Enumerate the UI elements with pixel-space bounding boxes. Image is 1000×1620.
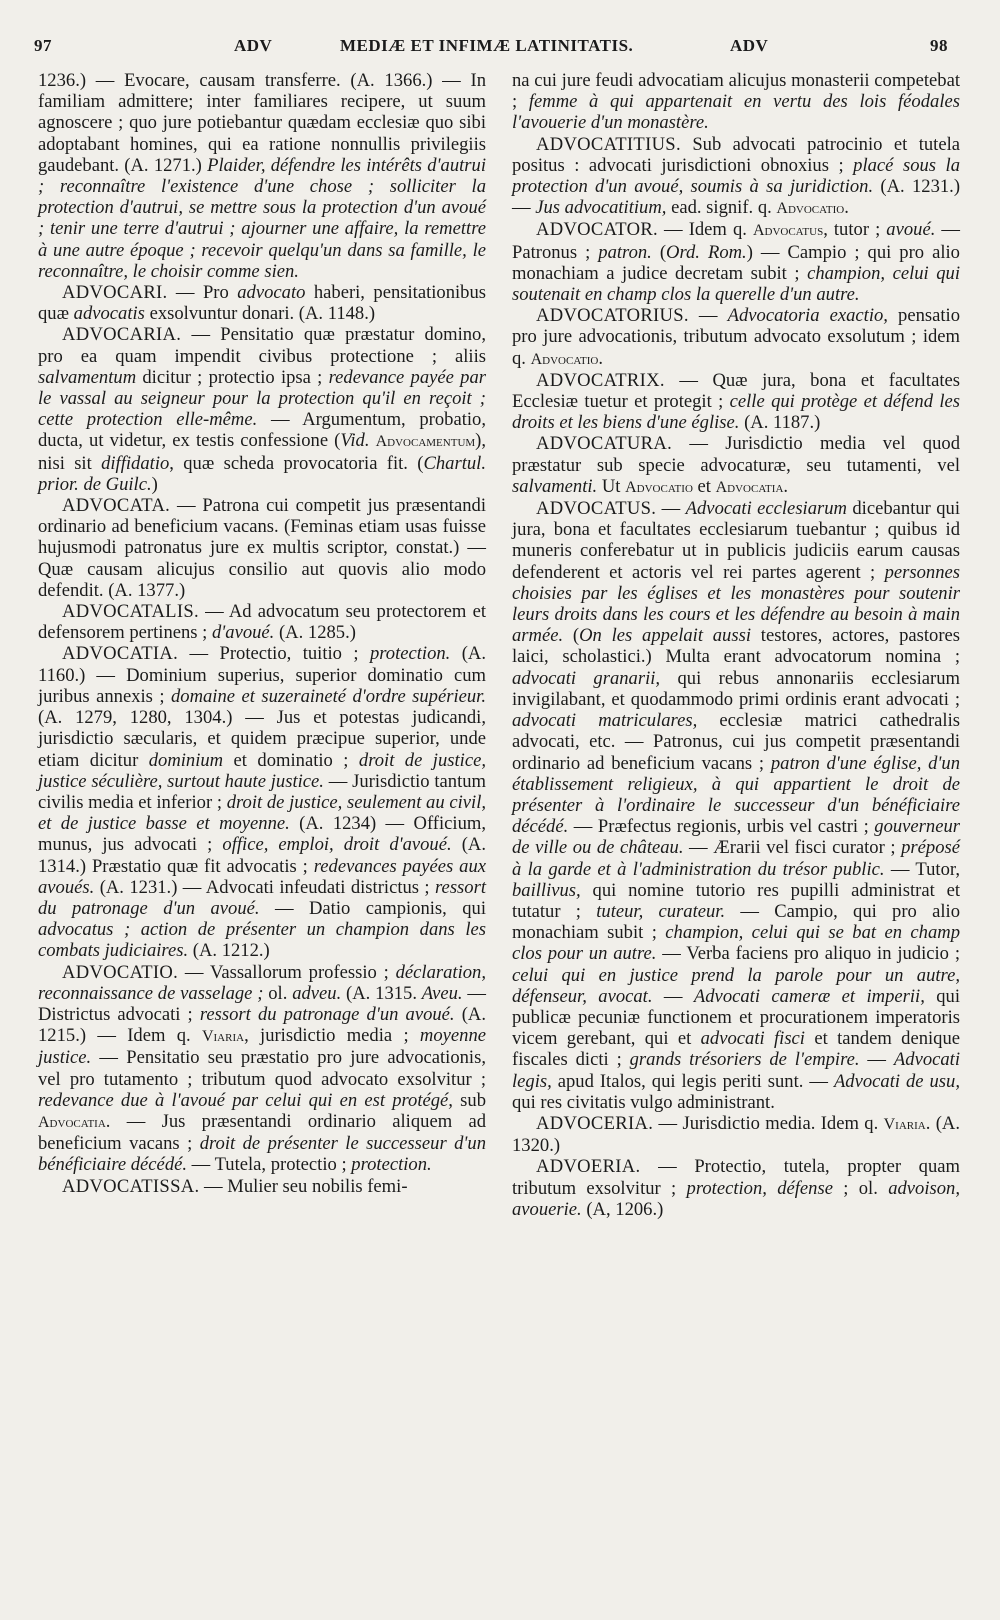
headword: ADVOCATALIS. <box>62 601 199 623</box>
headword: ADVOCATURA. <box>536 433 673 455</box>
entry-advocator: ADVOCATOR. — Idem q. Advocatus, tutor ; avoué. — Patronus ; patron. (Ord. Rom.) — Campio ; qui pro alio monachiam a judice decretam subit ; champion, celui qui soutenait en champ clos la querelle d'un autre. <box>512 219 960 306</box>
headword: ADVOCARIA. <box>62 324 182 346</box>
headword: ADVOCATUS. <box>536 498 657 520</box>
entry-advocata: ADVOCATA. — Patrona cui competit jus præsentandi ordinario ad beneficium vacans. (Feminas etiam usas fuisse hujusmodi patronatus jure ex multis scriptor, constat.) — Quæ causam alicujus consilio aut quovis alio modo defendit. (A. 1377.) <box>38 495 486 601</box>
right-column <box>512 70 960 1220</box>
entry-advocatio: ADVOCATIO. — Vassallorum professio ; déclaration, reconnaissance de vasselage ; ol. adveu. (A. 1315. Aveu. — Districtus advocati ; ressort du patronage d'un avoué. (A. 1215.) — Idem q. Viaria, jurisdictio media ; moyenne justice. — Pensitatio seu præstatio pro jure advocationis, vel pro tutamento ; tributum quod advocato exsolvitur ; redevance due à l'avoué par celui qui en est protégé, sub Advocatia. — Jus præsentandi ordinario aliquem ad beneficium vacans ; droit de présenter le successeur d'un bénéficiaire décédé. — Tutela, protectio ; protection. <box>38 961 486 1176</box>
entry-advocari: ADVOCARI. — Pro advocato haberi, pensitationibus quæ advocatis exsolvuntur donari. (A. 1148.) <box>38 282 486 325</box>
entry-advocatissa: ADVOCATISSA. — Mulier seu nobilis femi- <box>62 1175 408 1197</box>
headword: ADVOCATA. <box>62 495 171 517</box>
entry-continuation: na cui jure feudi advocatiam alicujus monasterii competebat ; femme à qui appartenait en vertu des lois féodales l'avouerie d'un monastère. <box>512 70 960 134</box>
entry-advocaria: ADVOCARIA. — Pensitatio quæ præstatur domino, pro ea quam impendit civibus protectione ; aliis salvamentum dicitur ; protectio ipsa ; redevance payée par le vassal au seigneur pour la protection qu'il en reçoit ; cette protection elle-même. — Argumentum, probatio, ducta, ut videtur, ex testis confessione (Vid. Advocamentum), nisi sit diffidatio, quæ scheda provocatoria fit. (Chartul. prior. de Guilc.) <box>38 324 487 495</box>
headword: ADVOCATIA. <box>62 643 179 665</box>
header-keyword-right: ADV <box>730 36 769 55</box>
entry-advocatia: ADVOCATIA. — Protectio, tuitio ; protection. (A. 1160.) — Dominium superius, superior dominatio cum juribus annexis ; domaine et suzeraineté d'ordre supérieur. (A. 1279, 1280, 1304.) — Jus et potestas judicandi, jurisdictio sæcularis, et quidem præcipue superior, unde etiam dicitur dominium et dominatio ; droit de justice, justice séculière, surtout haute justice. — Jurisdictio tantum civilis media et inferior ; droit de justice, seulement au civil, et de justice basse et moyenne. (A. 1234) — Officium, munus, jus advocati ; office, emploi, droit d'avoué. (A. 1314.) Præstatio quæ fit advocatis ; redevances payées aux avoués. (A. 1231.) — Advocati infeudati districtus ; ressort du patronage d'un avoué. — Datio campionis, qui advocatus ; action de présenter un champion dans les combats judiciaires. (A. 1212.) <box>38 643 487 962</box>
headword: ADVOCERIA. <box>536 1112 654 1134</box>
entry-advoceria: ADVOCERIA. — Jurisdictio media. Idem q. Viaria. (A. 1320.) <box>512 1112 960 1157</box>
entry-advocatus: ADVOCATUS. — Advocati ecclesiarum dicebantur qui jura, bona et facultates ecclesiarum tuebantur ; quibus id muneris conferebatur ut in publicis judiciis earum causas defenderent et actoris vel rei partes agerent ; personnes choisies par les églises et les monastères pour soutenir leurs droits dans les cours et les défendre au besoin à main armée. (On les appelait aussi testores, actores, pastores laici, scholastici.) Multa erant advocatorum nomina ; advocati granarii, qui rebus annonariis ecclesiarum invigilabant, et quodammodo primi ordinis erant advocati ; advocati matriculares, ecclesiæ matrici cathedralis advocati, etc. — Patronus, cui jus competit præsentandi ordinario ad beneficium vacans ; patron d'une église, d'un établissement religieux, à qui appartient le droit de présenter à l'ordinaire le successeur d'un bénéficiaire décédé. — Præfectus regionis, urbis vel castri ; gouverneur de ville ou de château. — Ærarii vel fisci curator ; préposé à la garde et à l'administration du trésor public. — Tutor, baillivus, qui nomine tutorio res pupilli administrat et tutatur ; tuteur, curateur. — Campio, qui pro alio monachiam subit ; champion, celui qui se bat en champ clos pour un autre. — Verba faciens pro aliquo in judicio ; celui qui en justice prend la parole pour un autre, défenseur, avocat. — Advocati cameræ et imperii, qui publicæ pecuniæ functionem et procurationem imperatoris vicem gerebant, qui et advocati fisci et tandem denique fiscales dicti ; grands trésoriers de l'empire. — Advocati legis, apud Italos, qui legis periti sunt. — Advocati de usu, qui res civitatis vulgo administrant. <box>512 498 961 1113</box>
headword: ADVOCATORIUS. <box>536 305 689 327</box>
headword: ADVOCATOR. <box>536 219 658 241</box>
entry-advocatura: ADVOCATURA. — Jurisdictio media vel quod præstatur sub specie advocaturæ, seu tutamenti, vel salvamenti. Ut Advocatio et Advocatia. <box>512 433 960 497</box>
left-column <box>38 70 486 1197</box>
page-number-right: 98 <box>930 36 948 55</box>
entry-advocatalis: ADVOCATALIS. — Ad advocatum seu protectorem et defensorem pertinens ; d'avoué. (A. 1285.) <box>38 601 486 644</box>
headword: ADVOCATISSA. <box>62 1175 200 1197</box>
headword: ADVOCARI. <box>62 282 168 304</box>
headword: ADVOERIA. <box>536 1156 641 1178</box>
entry-continuation: 1236.) — Evocare, causam transferre. (A. 1366.) — In familiam admittere; inter familiares recipere, ut suum agnoscere ; quo jure potiebantur quædam ecclesiæ quo sibi adoptabant homines, qui ea ratione nonnullis privilegiis gaudebant. (A. 1271.) Plaider, défendre les intérêts d'autrui ; reconnaître l'existence d'une chose ; solliciter la protection d'autrui, se mettre sous la protection d'un avoué ; tenir une terre d'autrui ; ajourner une affaire, la remettre à une autre époque ; recevoir quelqu'un dans sa famille, le reconnaître, le choisir comme sien. <box>38 70 486 282</box>
headword: ADVOCATIO. <box>62 961 179 983</box>
entry-advocatitius: ADVOCATITIUS. Sub advocati patrocinio et tutela positus : advocati jurisdictioni obnoxius ; placé sous la protection d'un avoué, soumis à sa juridiction. (A. 1231.) — Jus advocatitium, ead. signif. q. Advocatio. <box>512 133 961 219</box>
entry-advocatorius: ADVOCATORIUS. — Advocatoria exactio, pensatio pro jure advocationis, tributum advocato exsolutum ; idem q. Advocatio. <box>512 305 960 369</box>
entry-advoeria: ADVOERIA. — Protectio, tutela, propter quam tributum exsolvitur ; protection, défense ; ol. advoison, avouerie. (A, 1206.) <box>512 1156 960 1220</box>
page-number-left: 97 <box>34 36 52 55</box>
header-title: MEDIÆ ET INFIMÆ LATINITATIS. <box>340 36 634 55</box>
running-header <box>34 36 964 62</box>
entry-advocatrix: ADVOCATRIX. — Quæ jura, bona et facultates Ecclesiæ tuetur et protegit ; celle qui protège et défend les droits et les biens d'une église. (A. 1187.) <box>512 369 960 434</box>
header-keyword-left: ADV <box>234 36 273 55</box>
headword: ADVOCATITIUS. <box>536 133 681 155</box>
headword: ADVOCATRIX. <box>536 369 665 391</box>
